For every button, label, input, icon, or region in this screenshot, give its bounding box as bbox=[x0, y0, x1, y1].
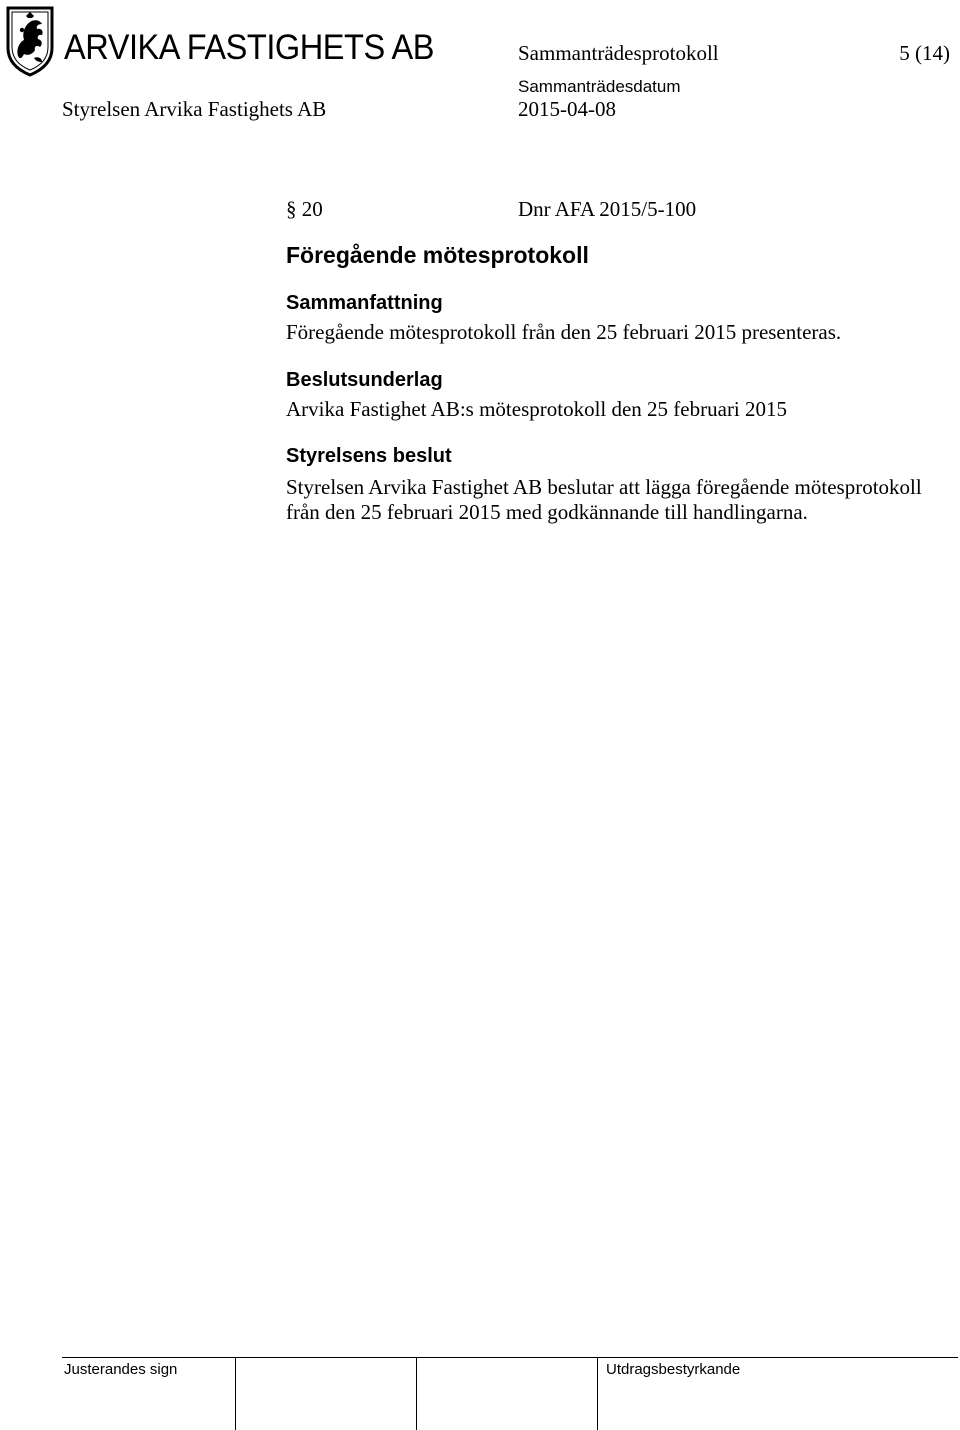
footer-utdragsbestyrkande: Utdragsbestyrkande bbox=[606, 1361, 741, 1378]
section-heading-basis: Beslutsunderlag bbox=[286, 369, 443, 391]
section-text-decision-line-1: Styrelsen Arvika Fastighet AB beslutar att lägga föregående mötesprotokoll bbox=[286, 475, 922, 499]
footer-column-divider bbox=[597, 1357, 598, 1430]
section-text-summary: Föregående mötesprotokoll från den 25 februari 2015 presenteras. bbox=[286, 320, 842, 344]
coat-of-arms-icon bbox=[4, 4, 56, 78]
section-text-decision-line-2: från den 25 februari 2015 med godkännande till handlingarna. bbox=[286, 500, 808, 524]
item-title: Föregående mötesprotokoll bbox=[286, 242, 589, 268]
section-text-basis: Arvika Fastighet AB:s mötesprotokoll den 25 februari 2015 bbox=[286, 397, 788, 421]
footer-column-divider bbox=[416, 1357, 417, 1430]
document-type: Sammanträdesprotokoll bbox=[518, 41, 719, 65]
footer-divider bbox=[62, 1357, 958, 1358]
section-heading-decision: Styrelsens beslut bbox=[286, 445, 452, 467]
board-name: Styrelsen Arvika Fastighets AB bbox=[62, 97, 327, 121]
footer-justerandes-sign: Justerandes sign bbox=[64, 1361, 178, 1378]
meeting-date-label: Sammanträdesdatum bbox=[518, 77, 681, 96]
page-number: 5 (14) bbox=[899, 41, 950, 65]
registration-number: Dnr AFA 2015/5-100 bbox=[518, 197, 697, 221]
paragraph-number: § 20 bbox=[286, 197, 323, 221]
footer-column-divider bbox=[235, 1357, 236, 1430]
section-heading-summary: Sammanfattning bbox=[286, 292, 443, 314]
company-logo-text: ARVIKA FASTIGHETS AB bbox=[64, 28, 434, 67]
meeting-date: 2015-04-08 bbox=[518, 97, 616, 121]
